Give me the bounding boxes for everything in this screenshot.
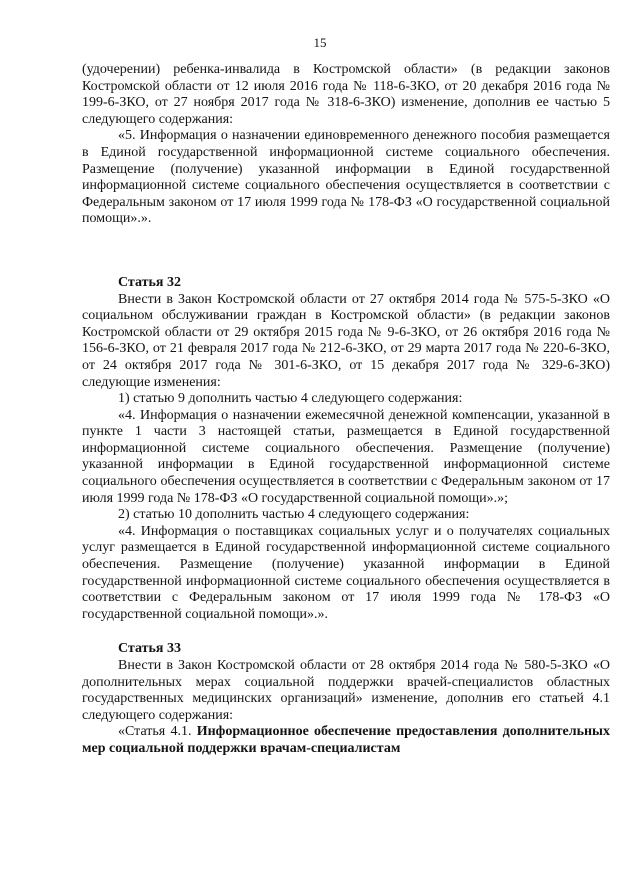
article-32-paragraph-4: 2) статью 10 дополнить частью 4 следующего содержания: — [118, 507, 470, 523]
section-gap — [82, 228, 610, 275]
article-33-quote-prefix: «Статья 4.1. — [118, 724, 197, 740]
article-32-paragraph-2: 1) статью 9 дополнить частью 4 следующего содержания: — [118, 391, 463, 407]
article-32-paragraph-3: «4. Информация о назначении ежемесячной денежной компенсации, указанной в пункте 1 части 3 настоящей статьи, размещается в Единой государственной информационной системе социального обеспечения. Размещение (получение) указанной информации в Единой государственной информационной системе социального обеспечения осуществляется в соответствии с Федеральным законом от 17 июля 1999 года № 178-ФЗ «О государственной социальной помощи».»; — [82, 407, 610, 506]
section-gap — [82, 623, 610, 641]
article-32-paragraph-5: «4. Информация о поставщиках социальных услуг и о получателях социальных услуг размещается в Единой государственной информационной системе социального обеспечения. Размещение (получение) указанной информации в Единой государственной информационной системе социального обеспечения осуществляется в соответствии с Федеральным законом от 17 июля 1999 года № 178-ФЗ «О государственной социальной помощи».». — [82, 523, 610, 622]
page-number: 15 — [313, 35, 327, 50]
article-32-heading: Статья 32 — [118, 274, 181, 290]
article-33-article-title: Информационное обеспечение предоставления дополнительных мер социальной поддержки врачам-специалистам — [82, 724, 610, 756]
article-32-paragraph-1: Внести в Закон Костромской области от 27 октября 2014 года № 575-5-ЗКО «О социальном обслуживании граждан в Костромской области» (в редакции законов Костромской области от 29 октября 2015 года № 9-6-ЗКО, от 26 октября 2016 года № 156-6-ЗКО, от 21 февраля 2017 года № 212-6-ЗКО, от 29 марта 2017 года № 220-6-ЗКО, от 24 октября 2017 года № 301-6-ЗКО, от 15 декабря 2017 года № 329-6-ЗКО) следующие изменения: — [82, 291, 610, 390]
article-33-paragraph-2 — [82, 724, 610, 757]
intro-paragraph-2: «5. Информация о назначении единовременного денежного пособия размещается в Единой государственной информационной системе социального обеспечения. Размещение (получение) указанной информации в Единой государственной информационной системе социального обеспечения осуществляется в соответствии с Федеральным законом от 17 июля 1999 года № 178-ФЗ «О государственной социальной помощи».». — [82, 128, 610, 227]
article-33-paragraph-1: Внести в Закон Костромской области от 28 октября 2014 года № 580-5-ЗКО «О дополнительных мерах социальной поддержки врачей-специалистов областных государственных медицинских организаций» изменение, дополнив его статьей 4.1 следующего содержания: — [82, 658, 610, 723]
intro-paragraph-1: (удочерении) ребенка-инвалида в Костромской области» (в редакции законов Костромской области от 12 июля 2016 года № 118-6-ЗКО, от 20 декабря 2016 года № 199-6-ЗКО, от 27 ноября 2017 года № 318-6-ЗКО) изменение, дополнив ее частью 5 следующего содержания: — [82, 62, 610, 127]
article-33-heading: Статья 33 — [118, 641, 181, 657]
document-body — [82, 62, 610, 758]
